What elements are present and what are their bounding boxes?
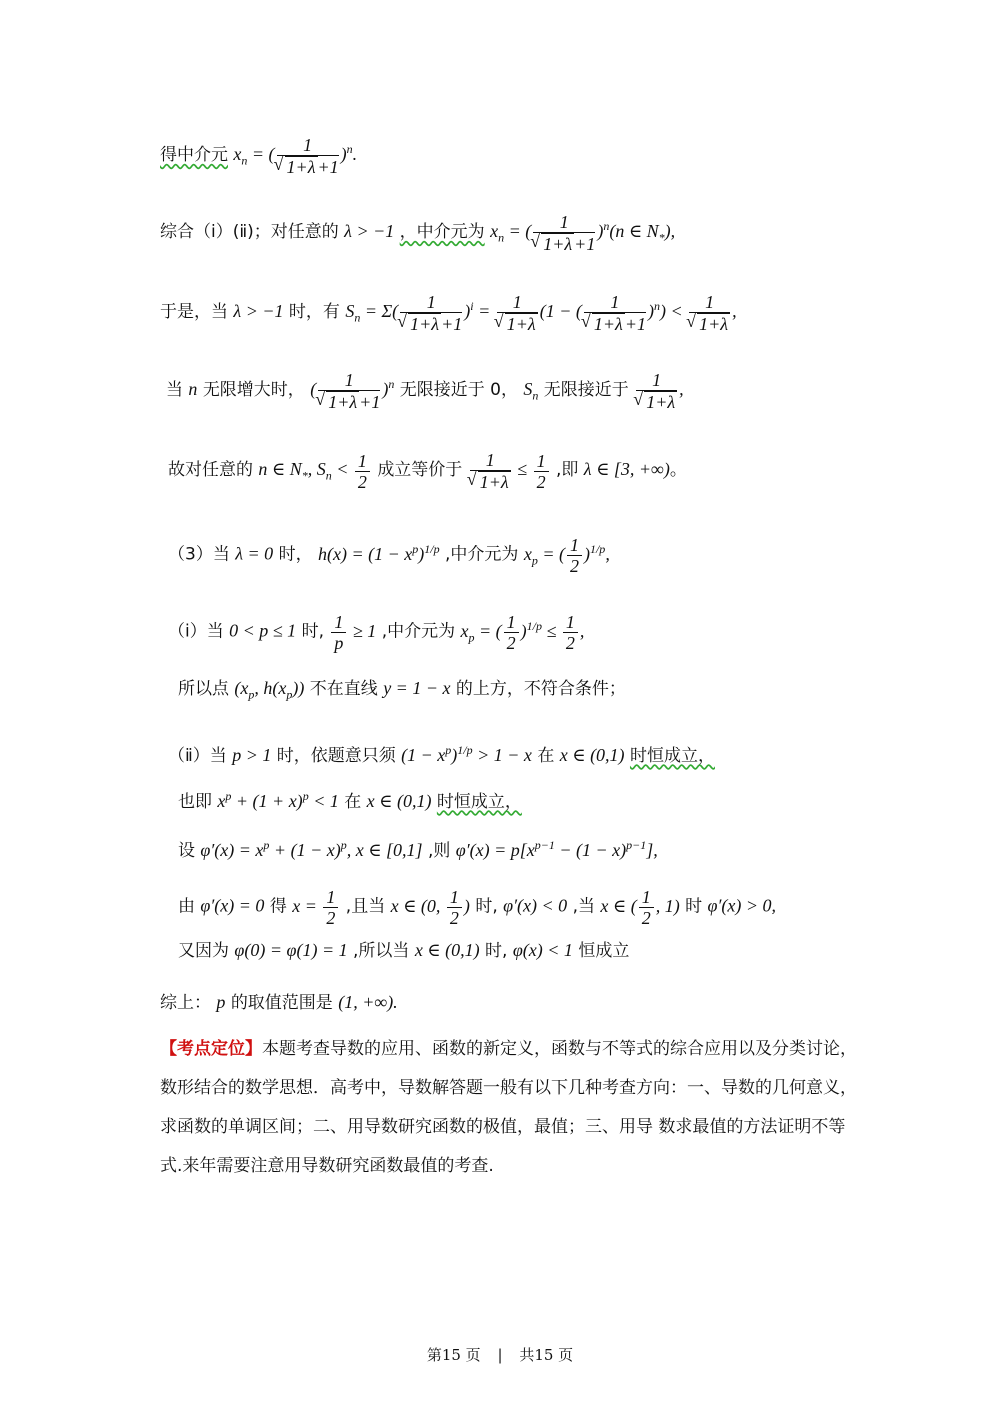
derivation-line-2 (160, 212, 675, 254)
text: 当 (166, 380, 183, 401)
text: （3）当 (168, 544, 230, 565)
page-footer (0, 1344, 1000, 1365)
text: 时, (485, 941, 508, 961)
derivation-line-9 (168, 738, 715, 768)
text: 得中介元 (160, 145, 228, 166)
formula: (1, +∞). (338, 992, 398, 1012)
derivation-line-5: 故对任意的 n ∈ $N_*$, $S_n$ < $\frac{1}{2}$ 成立等价于 1 √ 1+λ ≤ $\frac{1}{2}$ ,即 λ ∈ [3, +∞)。 (168, 450, 687, 492)
text: ,即 (555, 460, 579, 481)
formula: φ′(x) < 0 (503, 895, 568, 916)
text: （ⅰ）当 (168, 621, 224, 642)
text: ,中介元为 (445, 544, 519, 565)
formula: $\varphi'(x) = p[x^{p-1} - (1 - x)^{p-1}]$, (455, 838, 658, 860)
text: 故对任意的 (168, 460, 253, 481)
formula: ($x_p$, $h(x_p)$) (234, 678, 305, 702)
text: （ⅱ）当 (168, 746, 227, 766)
derivation-line-6 (168, 535, 610, 576)
derivation-line-3 (160, 292, 737, 334)
formula: $\frac{1}{p}$ ≥ 1 (329, 621, 376, 641)
text: 于是，当 (160, 302, 228, 323)
text: 也即 (178, 792, 212, 812)
total-pages: 共15 页 (519, 1346, 574, 1364)
text: 在 (344, 792, 362, 812)
text: 的上方，不符合条件； (455, 679, 626, 699)
formula: x ∈ (0,1) (366, 791, 432, 811)
formula: φ′(x) > 0, (707, 895, 777, 916)
text: 时恒成立， (629, 746, 715, 766)
text: 时, (475, 896, 498, 917)
formula: λ = 0 (235, 543, 274, 564)
formula: $x_p$ = ( $\frac{1}{2}$ )$^{1/p}$ ≤ $\frac{1}{2}$ , (460, 612, 585, 653)
formula: ( 1 √ 1+λ +1 )$^n$ (310, 379, 394, 399)
text: 得 (269, 896, 287, 917)
formula: φ(x) < 1 (512, 940, 573, 960)
derivation-line-13 (178, 938, 629, 963)
formula: n (188, 379, 198, 400)
text: 不在直线 (309, 679, 378, 699)
formula: $(1 - x^p)^{1/p} > 1 - x$ (401, 743, 532, 765)
derivation-conclusion (160, 990, 398, 1015)
formula: $S_n$ (523, 379, 539, 403)
formula: 1 √ 1+λ ≤ $\frac{1}{2}$ (468, 459, 551, 479)
formula: $h(x) = (1 - x^p)^{1/p}$ (318, 541, 440, 564)
formula: λ > −1 (233, 301, 284, 322)
text: 时， (278, 544, 313, 565)
text: 时, (301, 621, 324, 642)
derivation-line-10 (178, 784, 522, 814)
formula: 0 < p ≤ 1 (229, 620, 297, 641)
derivation-line-7 (168, 612, 584, 653)
formula: x ∈ (0,1) (559, 745, 625, 765)
derivation-line-12 (178, 887, 776, 928)
text: ,则 (427, 841, 451, 861)
text: 在 (537, 746, 555, 766)
analysis-paragraph (160, 1030, 860, 1186)
formula: x ∈ (0, $\frac{1}{2}$ ) (390, 887, 470, 928)
text: 无限接近于 (543, 380, 629, 401)
formula: n ∈ $N_*$, $S_n$ < $\frac{1}{2}$ (258, 459, 372, 479)
formula: y = 1 − x (383, 678, 451, 698)
derivation-line-1 (160, 135, 357, 177)
derivation-line-8 (178, 676, 626, 707)
formula: $x^p + (1 + x)^p < 1$ (217, 789, 339, 811)
formula: p > 1 (232, 745, 272, 765)
text: 又因为 (178, 941, 229, 961)
text: 的取值范围是 (230, 993, 333, 1013)
analysis-body: 本题考查导数的应用、函数的新定义，函数与不等式的综合应用以及分类讨论，数形结合的数学思想．高考中，导数解答题一般有以下几种考查方向：一、导数的几何意义，求函数的单调区间；二、用导数研究函数的极值，最值；三、用导 数求最值的方法证明不等式.来年需要注意用导数研究函数最值的考查. (160, 1039, 857, 1176)
text: ,当 (572, 896, 595, 917)
text: ,所以当 (353, 941, 410, 961)
formula: x ∈ ( $\frac{1}{2}$ , 1) (600, 887, 680, 928)
footer-separator: | (497, 1346, 503, 1364)
formula: x = $\frac{1}{2}$ (292, 896, 340, 916)
page-number: 第15 页 (426, 1346, 481, 1364)
text: 恒成立 (578, 941, 630, 961)
formula: $x_n$ = ( 1 √ 1+λ +1 )$^n$. (233, 144, 357, 164)
text: 无限接近于 0， (399, 380, 518, 401)
text: 成立等价于 (377, 460, 463, 481)
formula: 1 √ 1+λ , (634, 379, 683, 399)
formula: φ(0) = φ(1) = 1 (234, 940, 348, 960)
derivation-line-4 (166, 370, 684, 412)
text: 时，有 (288, 302, 340, 323)
analysis-tag: 【考点定位】 (160, 1039, 262, 1059)
text: 无限增大时， (202, 380, 305, 401)
text: ,中介元为 (381, 621, 456, 642)
text: 设 (178, 841, 195, 861)
text: 综上： (160, 993, 211, 1013)
text: 时，依题意只须 (276, 746, 396, 766)
formula: $S_n = \Sigma$( 1 √ 1+λ +1 )$^i$ = 1 √ 1+λ (1 − ( 1 √ 1+λ +1 )$^n$) < 1 √ 1+λ , (345, 301, 736, 321)
formula: $x_p$ = ( $\frac{1}{2}$ )$^{1/p}$, (523, 535, 610, 576)
text: 由 (178, 896, 195, 917)
formula: p (216, 992, 226, 1012)
formula: $x_n$ = ( 1 √ 1+λ +1 )$^n$(n ∈ $N_*$), (490, 221, 675, 241)
formula: φ′(x) = 0 (200, 895, 265, 916)
formula: x ∈ (0,1) (414, 940, 480, 960)
text: ,且当 (345, 896, 386, 917)
text: 综合（ⅰ）(ⅱ)；对任意的 (160, 222, 339, 243)
formula: λ ∈ [3, +∞) (583, 459, 670, 480)
text: ，中介元为 (399, 222, 485, 243)
formula: $\varphi'(x) = x^p + (1 - x)^p$, x ∈ [0,1] (200, 838, 423, 860)
text: 时恒成立， (436, 792, 522, 812)
text: 时 (685, 896, 703, 917)
formula: λ > −1 (344, 221, 395, 242)
derivation-line-11 (178, 833, 658, 863)
text: 所以点 (178, 679, 229, 699)
